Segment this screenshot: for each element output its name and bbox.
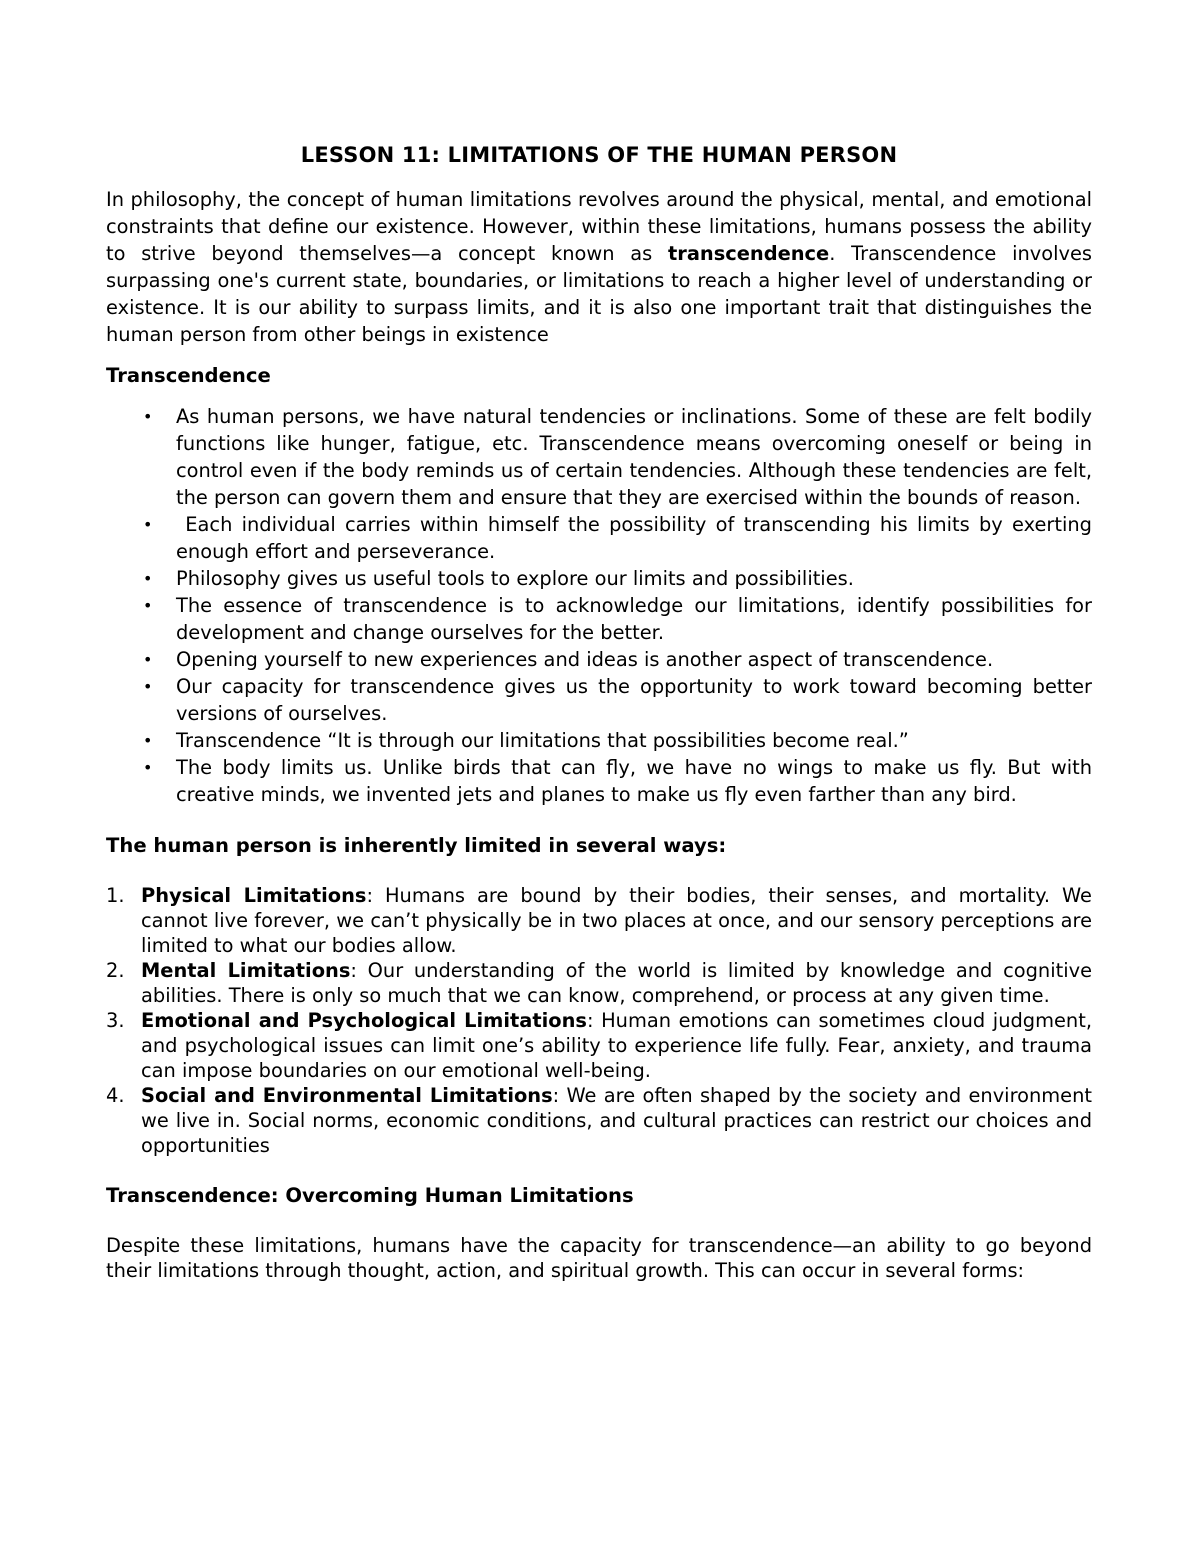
bullet-dot-icon: • xyxy=(143,515,153,534)
bullet-dot-icon: • xyxy=(143,407,153,426)
list-number: 3. xyxy=(106,1009,125,1032)
overcoming-heading: Transcendence: Overcoming Human Limitations xyxy=(106,1184,634,1207)
closing-paragraph: Despite these limitations, humans have the capacity for transcendence—an ability to go beyond their limitations through thought, action, and spiritual growth. This can occur in several forms: xyxy=(106,1234,1092,1282)
bullet-item xyxy=(106,565,1092,592)
bullet-item xyxy=(106,646,1092,673)
bullet-text: The body limits us. Unlike birds that can fly, we have no wings to make us fly. But with creative minds, we invented jets and planes to make us fly even farther than any bird. xyxy=(176,756,1092,806)
intro-text-before: In philosophy, the concept of human limitations revolves around the physical, mental, and emotional constraints that define our existence. However, within these limitations, humans possess the ability to strive beyond themselves—a concept known as xyxy=(106,188,1092,265)
transcendence-bullet-list xyxy=(106,403,1092,808)
bullet-text: Each individual carries within himself the possibility of transcending his limits by exerting enough effort and perseverance. xyxy=(176,513,1092,563)
limitation-item-physical xyxy=(106,883,1092,958)
bullet-text: Our capacity for transcendence gives us the opportunity to work toward becoming better versions of ourselves. xyxy=(176,675,1092,725)
bullet-dot-icon: • xyxy=(143,758,153,777)
bullet-dot-icon: • xyxy=(143,677,153,696)
bullet-dot-icon: • xyxy=(143,596,153,615)
limitation-text: : We are often shaped by the society and environment we live in. Social norms, economic conditions, and cultural practices can restrict our choices and opportunities xyxy=(141,1084,1092,1157)
limitation-term: Emotional and Psychological Limitations xyxy=(141,1009,587,1032)
transcendence-heading: Transcendence xyxy=(106,364,271,387)
list-number: 1. xyxy=(106,884,125,907)
intro-paragraph xyxy=(106,186,1092,348)
limitation-term: Physical Limitations xyxy=(141,884,367,907)
limitation-text: : Our understanding of the world is limited by knowledge and cognitive abilities. There is only so much that we can know, comprehend, or process at any given time. xyxy=(141,959,1092,1007)
limitations-numbered-list xyxy=(106,883,1092,1158)
intro-term-transcendence: transcendence xyxy=(668,242,830,265)
list-number: 2. xyxy=(106,959,125,982)
bullet-text: As human persons, we have natural tendencies or inclinations. Some of these are felt bodily functions like hunger, fatigue, etc. Transcendence means overcoming oneself or being in control even if the body reminds us of certain tendencies. Although these tendencies are felt, the person can govern them and ensure that they are exercised within the bounds of reason. xyxy=(176,405,1092,509)
limits-heading: The human person is inherently limited in several ways: xyxy=(106,834,727,857)
bullet-text: Philosophy gives us useful tools to explore our limits and possibilities. xyxy=(176,567,854,590)
intro-text-after: . Transcendence involves surpassing one's current state, boundaries, or limitations to reach a higher level of understanding or existence. It is our ability to surpass limits, and it is also one important trait that distinguishes the human person from other beings in existence xyxy=(106,242,1092,346)
bullet-text: The essence of transcendence is to acknowledge our limitations, identify possibilities for development and change ourselves for the better. xyxy=(176,594,1092,644)
bullet-item xyxy=(106,727,1092,754)
bullet-text: Transcendence “It is through our limitations that possibilities become real.” xyxy=(176,729,909,752)
lesson-title: LESSON 11: LIMITATIONS OF THE HUMAN PERSON xyxy=(300,143,898,167)
bullet-dot-icon: • xyxy=(143,650,153,669)
limitation-term: Social and Environmental Limitations xyxy=(141,1084,553,1107)
bullet-item xyxy=(106,511,1092,565)
bullet-dot-icon: • xyxy=(143,569,153,588)
limitation-text: : Human emotions can sometimes cloud judgment, and psychological issues can limit one’s ability to experience life fully. Fear, anxiety, and trauma can impose boundaries on our emotional well-being. xyxy=(141,1009,1092,1082)
bullet-text: Opening yourself to new experiences and ideas is another aspect of transcendence. xyxy=(176,648,994,671)
limitation-term: Mental Limitations xyxy=(141,959,351,982)
bullet-dot-icon: • xyxy=(143,731,153,750)
limitation-item-social xyxy=(106,1083,1092,1158)
bullet-item xyxy=(106,673,1092,727)
bullet-item xyxy=(106,592,1092,646)
bullet-item xyxy=(106,754,1092,808)
bullet-item xyxy=(106,403,1092,511)
list-number: 4. xyxy=(106,1084,125,1107)
limitation-item-emotional xyxy=(106,1008,1092,1083)
limitation-text: : Humans are bound by their bodies, their senses, and mortality. We cannot live forever, we can’t physically be in two places at once, and our sensory perceptions are limited to what our bodies allow. xyxy=(141,884,1092,957)
limitation-item-mental xyxy=(106,958,1092,1008)
